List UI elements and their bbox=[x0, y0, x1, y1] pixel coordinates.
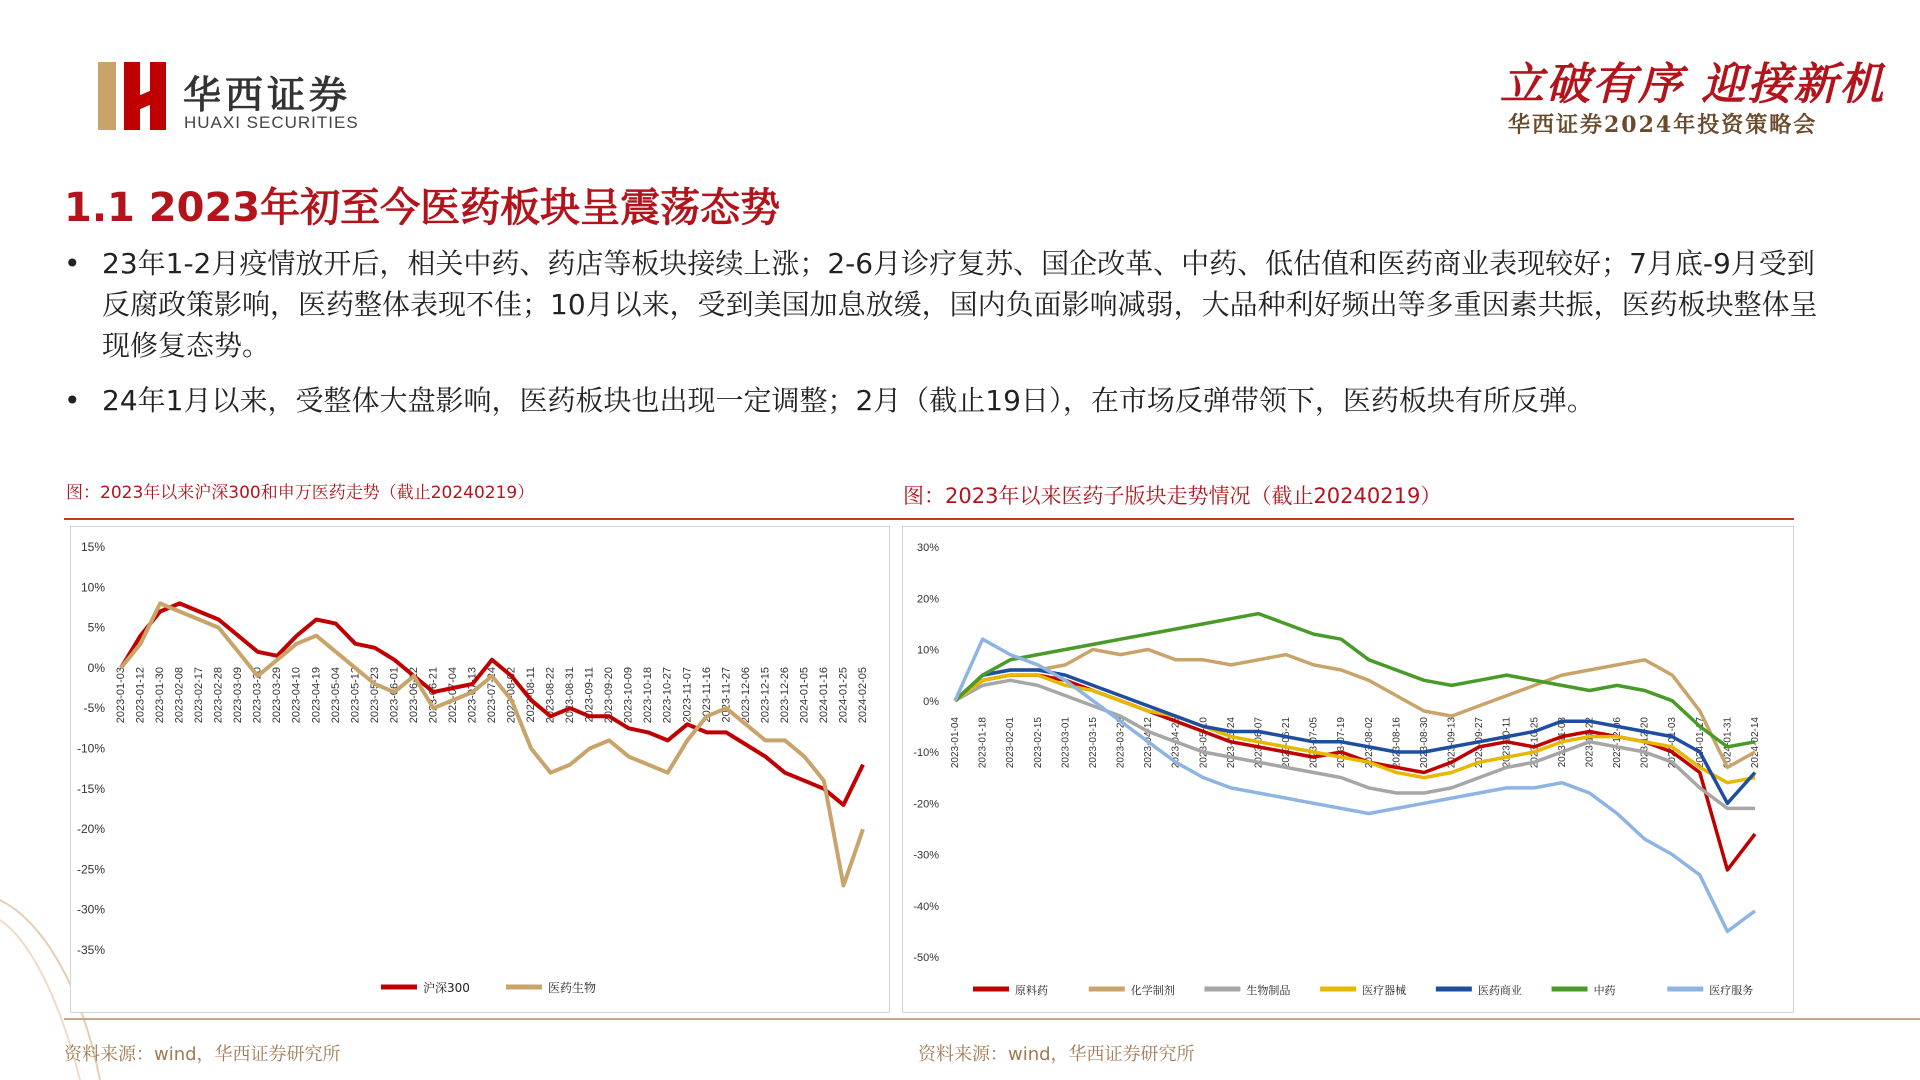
huaxi-logo-icon bbox=[98, 62, 168, 130]
x-tick-label: 2023-09-11 bbox=[583, 667, 596, 723]
y-tick-label: 10% bbox=[80, 580, 105, 595]
y-tick-label: -5% bbox=[83, 701, 105, 716]
bullet-text: 24年1月以来，受整体大盘影响，医药板块也出现一定调整；2月（截止19日），在市场反弹带领下，医药板块有所反弹。 bbox=[102, 384, 1595, 417]
x-tick-label: 2024-01-17 bbox=[1694, 717, 1706, 769]
page-title: 1.1 2023年初至今医药板块呈震荡态势 bbox=[64, 185, 781, 231]
y-tick-label: -40% bbox=[913, 900, 939, 913]
x-tick-label: 2024-01-16 bbox=[817, 667, 830, 724]
x-tick-label: 2023-03-20 bbox=[251, 667, 264, 724]
x-tick-label: 2023-03-29 bbox=[1115, 717, 1127, 769]
x-tick-label: 2024-01-31 bbox=[1722, 717, 1734, 769]
x-tick-label: 2023-10-25 bbox=[1529, 717, 1541, 769]
x-tick-label: 2024-02-05 bbox=[857, 667, 869, 724]
x-tick-label: 2023-07-05 bbox=[1308, 717, 1320, 769]
y-tick-label: 10% bbox=[916, 644, 939, 657]
x-tick-label: 2023-06-07 bbox=[1253, 717, 1265, 769]
x-tick-label: 2023-01-04 bbox=[950, 717, 961, 769]
x-tick-label: 2023-07-13 bbox=[466, 667, 479, 724]
y-tick-label: 30% bbox=[916, 542, 939, 554]
x-tick-label: 2023-12-15 bbox=[759, 667, 772, 724]
x-tick-label: 2023-04-19 bbox=[310, 667, 323, 724]
y-tick-label: -10% bbox=[76, 741, 105, 756]
x-tick-label: 2023-04-26 bbox=[1170, 717, 1182, 769]
x-tick-label: 2023-01-03 bbox=[115, 667, 127, 724]
x-tick-label: 2023-02-08 bbox=[173, 667, 186, 724]
x-tick-label: 2023-05-24 bbox=[1225, 717, 1237, 769]
bullet-marker: • bbox=[64, 247, 81, 280]
bullet-item bbox=[64, 380, 1824, 421]
x-tick-label: 2023-05-12 bbox=[349, 667, 362, 724]
x-tick-label: 2023-11-07 bbox=[681, 667, 694, 723]
bullet-text: 23年1-2月疫情放开后，相关中药、药店等板块接续上涨；2-6月诊疗复苏、国企改革、中药、低估值和医药商业表现较好；7月底-9月受到反腐政策影响，医药整体表现不佳；10月以来，受到美国加息放缓，国内负面影响减弱，大品种利好频出等多重因素共振，医药板块整体呈现修复态势。 bbox=[102, 247, 1818, 362]
x-tick-label: 2023-11-08 bbox=[1556, 717, 1568, 768]
chart2-svg bbox=[903, 527, 1793, 1012]
x-tick-label: 2023-08-30 bbox=[1418, 717, 1430, 769]
x-tick-label: 2023-08-02 bbox=[1363, 717, 1375, 769]
y-tick-label: -15% bbox=[76, 781, 105, 796]
caption-divider bbox=[64, 518, 1794, 520]
x-tick-label: 2023-07-19 bbox=[1336, 717, 1348, 769]
logo-text-en: HUAXI SECURITIES bbox=[184, 113, 359, 132]
x-tick-label: 2023-10-27 bbox=[661, 667, 674, 724]
legend-label: 医疗服务 bbox=[1709, 984, 1754, 997]
x-tick-label: 2023-06-01 bbox=[388, 667, 401, 724]
x-tick-label: 2023-02-15 bbox=[1032, 717, 1044, 769]
x-tick-label: 2023-08-31 bbox=[564, 667, 577, 724]
x-tick-label: 2024-02-14 bbox=[1750, 717, 1761, 769]
x-tick-label: 2023-02-01 bbox=[1005, 717, 1017, 769]
logo-text-cn: 华西证券 bbox=[183, 73, 352, 117]
x-tick-label: 2024-01-03 bbox=[1667, 717, 1679, 769]
legend-label: 医药商业 bbox=[1477, 984, 1522, 997]
x-tick-label: 2023-09-27 bbox=[1474, 717, 1486, 769]
x-tick-label: 2023-08-02 bbox=[505, 667, 518, 724]
y-tick-label: 0% bbox=[87, 660, 105, 675]
x-tick-label: 2023-02-17 bbox=[193, 667, 206, 724]
x-tick-label: 2023-07-04 bbox=[446, 667, 459, 724]
x-tick-label: 2023-06-21 bbox=[427, 667, 440, 724]
x-tick-label: 2023-06-12 bbox=[407, 667, 420, 724]
footer-divider bbox=[64, 1018, 1920, 1020]
legend-label: 化学制剂 bbox=[1130, 984, 1175, 997]
y-tick-label: 15% bbox=[80, 540, 105, 554]
x-tick-label: 2023-11-16 bbox=[700, 667, 713, 723]
x-tick-label: 2023-08-16 bbox=[1391, 717, 1403, 769]
chart2-caption: 图：2023年以来医药子版块走势情况（截止20240219） bbox=[903, 484, 1442, 508]
legend-label: 沪深300 bbox=[423, 981, 470, 995]
y-tick-label: -20% bbox=[76, 822, 105, 837]
x-tick-label: 2023-12-06 bbox=[739, 667, 752, 724]
x-tick-label: 2023-05-04 bbox=[329, 667, 342, 724]
x-tick-label: 2023-04-10 bbox=[290, 667, 303, 724]
bullet-item bbox=[64, 243, 1824, 366]
chart2-panel bbox=[902, 526, 1794, 1013]
chart1-source: 资料来源：wind，华西证券研究所 bbox=[64, 1044, 341, 1065]
y-tick-label: -25% bbox=[76, 862, 105, 877]
x-tick-label: 2023-04-12 bbox=[1143, 717, 1155, 769]
y-tick-label: 0% bbox=[923, 695, 939, 708]
chart2-source: 资料来源：wind，华西证券研究所 bbox=[918, 1044, 1195, 1065]
legend-label: 中药 bbox=[1593, 984, 1616, 997]
x-tick-label: 2024-01-25 bbox=[837, 667, 850, 724]
y-tick-label: -20% bbox=[913, 798, 939, 811]
y-tick-label: -35% bbox=[76, 943, 105, 957]
chart1-caption: 图：2023年以来沪深300和申万医药走势（截止20240219） bbox=[66, 483, 535, 503]
x-tick-label: 2023-10-09 bbox=[622, 667, 635, 724]
x-tick-label: 2023-07-24 bbox=[486, 667, 498, 724]
x-tick-label: 2023-09-20 bbox=[603, 667, 616, 724]
x-tick-label: 2023-05-23 bbox=[368, 667, 381, 724]
bullet-marker: • bbox=[64, 384, 81, 417]
x-tick-label: 2023-05-10 bbox=[1198, 717, 1210, 769]
x-tick-label: 2024-01-05 bbox=[798, 667, 811, 724]
x-tick-label: 2023-12-26 bbox=[778, 667, 791, 724]
x-tick-label: 2023-01-30 bbox=[154, 667, 167, 724]
y-tick-label: 20% bbox=[916, 593, 939, 606]
x-tick-label: 2023-08-11 bbox=[525, 667, 538, 723]
legend-label: 医疗器械 bbox=[1362, 984, 1407, 997]
slogan: 立破有序 迎接新机 bbox=[1500, 59, 1886, 110]
y-tick-label: 5% bbox=[87, 620, 105, 635]
x-tick-label: 2023-12-20 bbox=[1639, 717, 1651, 769]
legend-label: 医药生物 bbox=[548, 981, 597, 995]
legend-label: 原料药 bbox=[1015, 984, 1048, 997]
chart1-svg bbox=[71, 527, 889, 1012]
y-tick-label: -50% bbox=[913, 952, 939, 964]
x-tick-label: 2023-03-29 bbox=[271, 667, 284, 724]
x-tick-label: 2023-03-09 bbox=[232, 667, 245, 724]
x-tick-label: 2023-03-15 bbox=[1087, 717, 1099, 769]
x-tick-label: 2023-10-18 bbox=[642, 667, 655, 724]
series-line bbox=[955, 675, 1755, 870]
y-tick-label: -30% bbox=[76, 902, 105, 917]
x-tick-label: 2023-01-12 bbox=[134, 667, 147, 724]
slogan-subtitle: 华西证券2024年投资策略会 bbox=[1508, 112, 1818, 138]
x-tick-label: 2023-06-21 bbox=[1281, 717, 1293, 769]
x-tick-label: 2023-11-27 bbox=[720, 667, 733, 723]
legend-label: 生物制品 bbox=[1246, 984, 1291, 997]
x-tick-label: 2023-03-01 bbox=[1060, 717, 1072, 769]
chart1-panel bbox=[70, 526, 890, 1013]
x-tick-label: 2023-01-18 bbox=[977, 717, 989, 769]
x-tick-label: 2023-09-13 bbox=[1446, 717, 1458, 769]
x-tick-label: 2023-10-11 bbox=[1501, 717, 1513, 768]
y-tick-label: -10% bbox=[913, 747, 939, 759]
series-line bbox=[121, 603, 863, 885]
x-tick-label: 2023-12-06 bbox=[1612, 717, 1624, 769]
y-tick-label: -30% bbox=[913, 849, 939, 862]
x-tick-label: 2023-11-22 bbox=[1584, 717, 1596, 768]
x-tick-label: 2023-02-28 bbox=[212, 667, 225, 724]
x-tick-label: 2023-08-22 bbox=[544, 667, 557, 724]
